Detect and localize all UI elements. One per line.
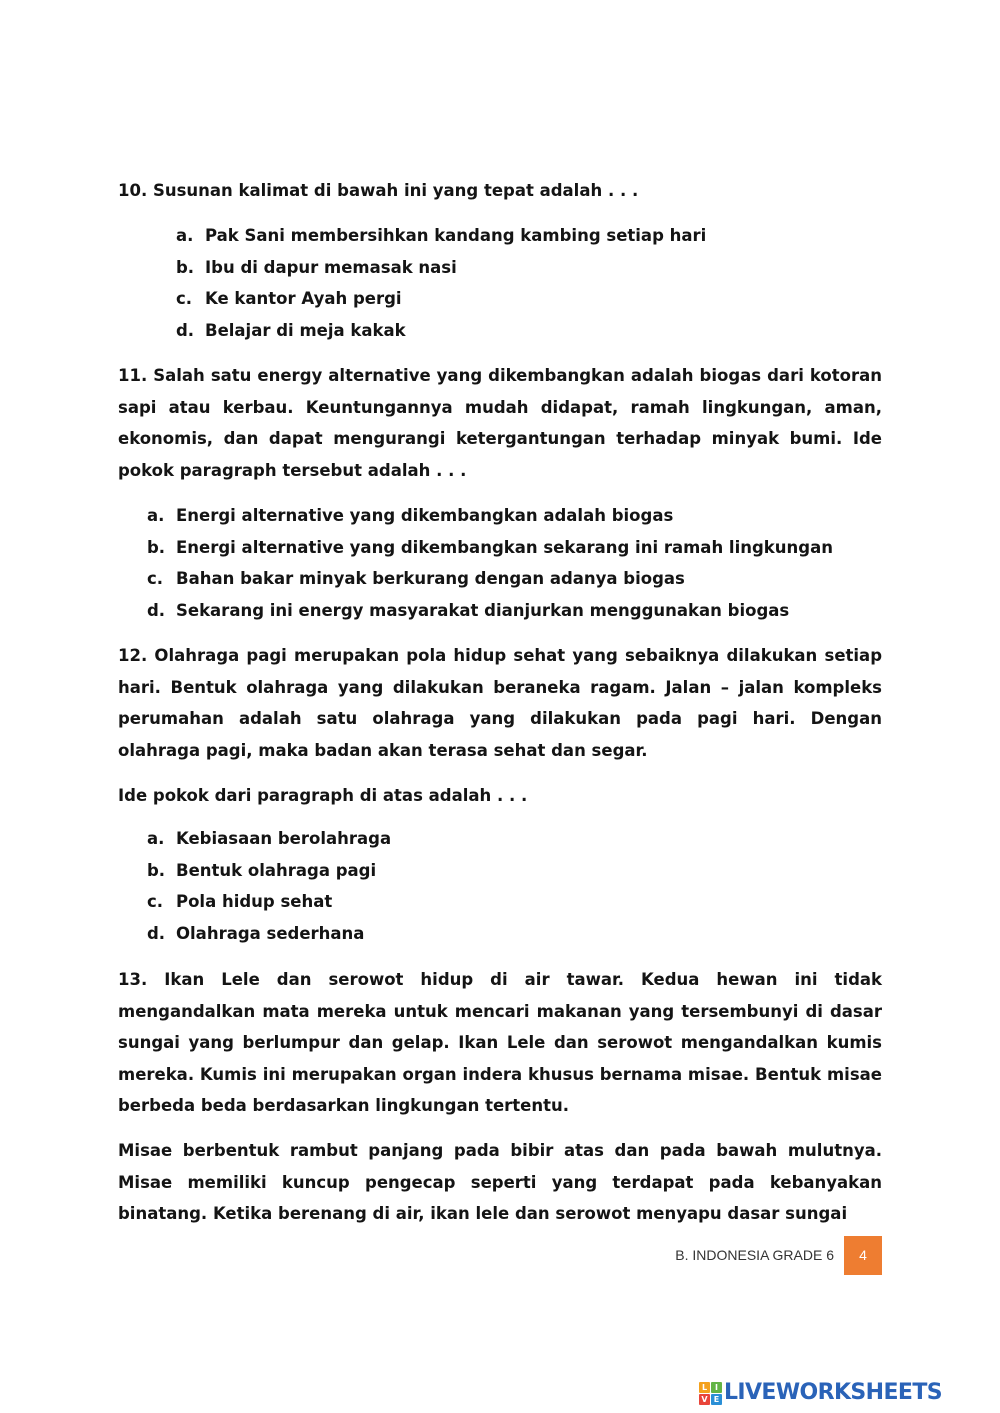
- question-12-stem: 12. Olahraga pagi merupakan pola hidup sehat yang sebaiknya dilakukan setiap hari. Bentuk olahraga yang dilakukan beraneka ragam. Jalan – jalan kompleks perumahan adalah satu olahraga yang dilakukan pada pagi hari. Dengan olahraga pagi, maka badan akan terasa sehat dan segar.: [118, 646, 882, 760]
- worksheet-page: [118, 0, 882, 1413]
- question-12-options: [147, 823, 391, 950]
- brand-text: LIVEWORKSHEETS: [724, 1380, 942, 1405]
- page-number: 4: [844, 1236, 882, 1275]
- option-11a[interactable]: a. Energi alternative yang dikembangkan adalah biogas: [147, 506, 674, 525]
- option-10b[interactable]: b. Ibu di dapur memasak nasi: [176, 257, 457, 277]
- logo-letter: L: [699, 1382, 710, 1393]
- option-10a[interactable]: a. Pak Sani membersihkan kandang kambing setiap hari: [176, 226, 707, 245]
- liveworksheets-brand[interactable]: [699, 1377, 942, 1409]
- option-10c[interactable]: c. Ke kantor Ayah pergi: [176, 289, 402, 309]
- option-12d[interactable]: d. Olahraga sederhana: [147, 924, 365, 944]
- question-12-prompt: Ide pokok dari paragraph di atas adalah . . .: [118, 786, 528, 805]
- liveworksheets-logo-icon: [699, 1382, 722, 1405]
- option-12b[interactable]: b. Bentuk olahraga pagi: [147, 860, 377, 880]
- question-13-continuation: Misae berbentuk rambut panjang pada bibir atas dan pada bawah mulutnya. Misae memiliki kuncup pengecap seperti yang terdapat pada kebanyakan binatang. Ketika berenang di air, ikan lele dan serowot menyapu dasar sungai: [118, 1141, 882, 1223]
- question-11-stem: 11. Salah satu energy alternative yang dikembangkan adalah biogas dari kotoran sapi atau kerbau. Keuntungannya mudah didapat, ramah lingkungan, aman, ekonomis, dan dapat mengurangi ketergantungan terhadap minyak bumi. Ide pokok paragraph tersebut adalah . . .: [118, 366, 882, 480]
- option-11b[interactable]: b. Energi alternative yang dikembangkan sekarang ini ramah lingkungan: [147, 537, 833, 557]
- option-11d[interactable]: d. Sekarang ini energy masyarakat dianjurkan menggunakan biogas: [147, 601, 790, 621]
- question-10-options: [176, 220, 706, 347]
- option-10d[interactable]: d. Belajar di meja kakak: [176, 321, 406, 341]
- question-11-options: [147, 500, 833, 627]
- logo-letter: E: [711, 1394, 722, 1405]
- question-13-stem: 13. Ikan Lele dan serowot hidup di air tawar. Kedua hewan ini tidak mengandalkan mata mereka untuk mencari makanan yang tersembunyi di dasar sungai yang berlumpur dan gelap. Ikan Lele dan serowot mengandalkan kumis mereka. Kumis ini merupakan organ indera khusus bernama misae. Bentuk misae berbeda beda berdasarkan lingkungan tertentu.: [118, 970, 882, 1115]
- option-11c[interactable]: c. Bahan bakar minyak berkurang dengan adanya biogas: [147, 569, 685, 589]
- question-10-stem: 10. Susunan kalimat di bawah ini yang tepat adalah . . .: [118, 181, 639, 200]
- option-12a[interactable]: a. Kebiasaan berolahraga: [147, 829, 392, 848]
- logo-letter: I: [711, 1382, 722, 1393]
- page-footer: [118, 1236, 882, 1275]
- footer-label: B. INDONESIA GRADE 6: [675, 1247, 834, 1263]
- option-12c[interactable]: c. Pola hidup sehat: [147, 892, 333, 912]
- logo-letter: V: [699, 1394, 710, 1405]
